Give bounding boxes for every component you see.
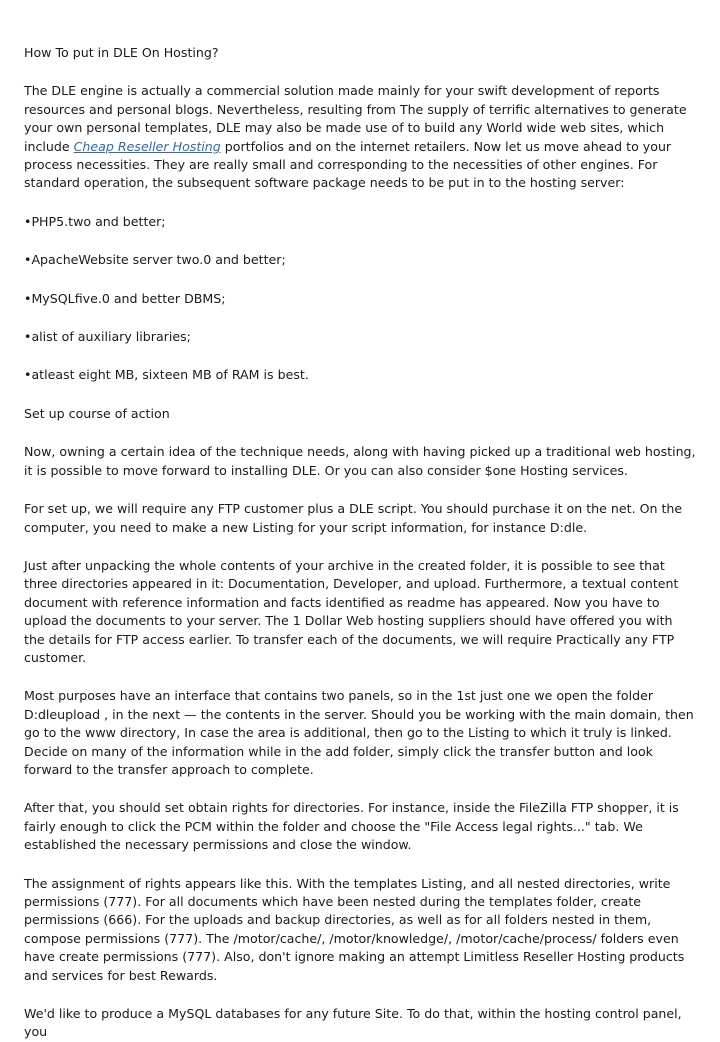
- document-title: How To put in DLE On Hosting?: [24, 45, 219, 60]
- intro-text-before-link: The DLE engine is actually a commercial solution made mainly for your swift development of reports resources and personal blogs. Nevertheless, resulting from The supply of terrific alternatives to generate your own personal templates, DLE may also be made use of to build any World wide web sites, which include: [24, 83, 687, 154]
- bullet-mark: •: [24, 213, 32, 229]
- requirement-text: least eight MB, sixteen MB of RAM is best.: [44, 367, 309, 383]
- setup-heading: Set up course of action: [24, 405, 170, 421]
- body-paragraph: The assignment of rights appears like this. With the templates Listing, and all nested directories, write permissions (777). For all documents which have been nested during the templates folder, create permissions (666). For the uploads and backup directories, as well as for all folders nested in them, compose permissions (777). The /motor/cache/, /motor/knowledge/, /motor/cache/process/ folders even have create permissions (777). Also, don't ignore making an attempt Limitless Reseller Hosting products and services for best Rewards.: [24, 875, 685, 983]
- intro-text-after-link: portfolios and on the internet retailers. Now let us move ahead to your process necessities. They are really small and corresponding to the necessities of other engines. For standard operation, the subsequent software package needs to be put in to the hosting server:: [24, 138, 672, 191]
- bullet-mark: •: [24, 367, 32, 383]
- requirement-lead: PHP: [31, 213, 57, 229]
- cheap-reseller-hosting-link[interactable]: Cheap Reseller Hosting: [73, 138, 221, 154]
- requirement-text: 5.two and better;: [56, 213, 166, 229]
- requirement-lead: MySQL: [31, 290, 75, 306]
- body-paragraph: After that, you should set obtain rights for directories. For instance, inside the FileZilla FTP shopper, it is fairly enough to click the PCM within the folder and choose the "File Access legal rights..." tab. We established the necessary permissions and close the window.: [24, 800, 679, 853]
- requirement-text: five.0 and better DBMS;: [74, 290, 226, 306]
- bullet-mark: •: [24, 252, 32, 268]
- requirement-lead: a: [31, 329, 40, 345]
- body-paragraph: We'd like to produce a MySQL databases for any future Site. To do that, within the hosting control panel, you: [24, 1006, 682, 1040]
- intro-paragraph: [24, 82, 696, 192]
- requirement-item-ram: [24, 366, 696, 384]
- requirement-item-apache: [24, 251, 696, 269]
- requirement-text: Website server two.0 and better;: [78, 252, 286, 268]
- body-paragraph: Just after unpacking the whole contents of your archive in the created folder, it is possible to see that three directories appeared in it: Documentation, Developer, and upload. Furthermore, a textual content document with reference information and facts identified as readme has appeared. Now you have to upload the documents to your server. The 1 Dollar Web hosting suppliers should have offered you with the details for FTP access earlier. To transfer each of the documents, we will require Practically any FTP customer.: [24, 557, 679, 665]
- bullet-mark: •: [24, 329, 32, 345]
- bullet-mark: •: [24, 290, 32, 306]
- requirement-lead: at: [31, 367, 45, 383]
- body-paragraph: For set up, we will require any FTP customer plus a DLE script. You should purchase it on the net. On the computer, you need to make a new Listing for your script information, for instance D:dle.: [24, 501, 683, 535]
- requirement-text: list of auxiliary libraries;: [39, 329, 191, 345]
- body-paragraph: Most purposes have an interface that contains two panels, so in the 1st just one we open the folder D:dleupload , in the next — the contents in the server. Should you be working with the main domain, then go to the www directory, In case the area is additional, then go to the Listing to which it truly is linked. Decide on many of the information while in the add folder, simply click the transfer button and look forward to the transfer approach to complete.: [24, 688, 694, 777]
- body-paragraph: Now, owning a certain idea of the technique needs, along with having picked up a traditional web hosting, it is possible to move forward to installing DLE. Or you can also consider $one Hosting services.: [24, 444, 696, 478]
- requirement-lead: Apache: [31, 252, 79, 268]
- requirement-item-libraries: [24, 328, 696, 346]
- requirement-item-php: [24, 213, 696, 231]
- requirement-item-mysql: [24, 290, 696, 308]
